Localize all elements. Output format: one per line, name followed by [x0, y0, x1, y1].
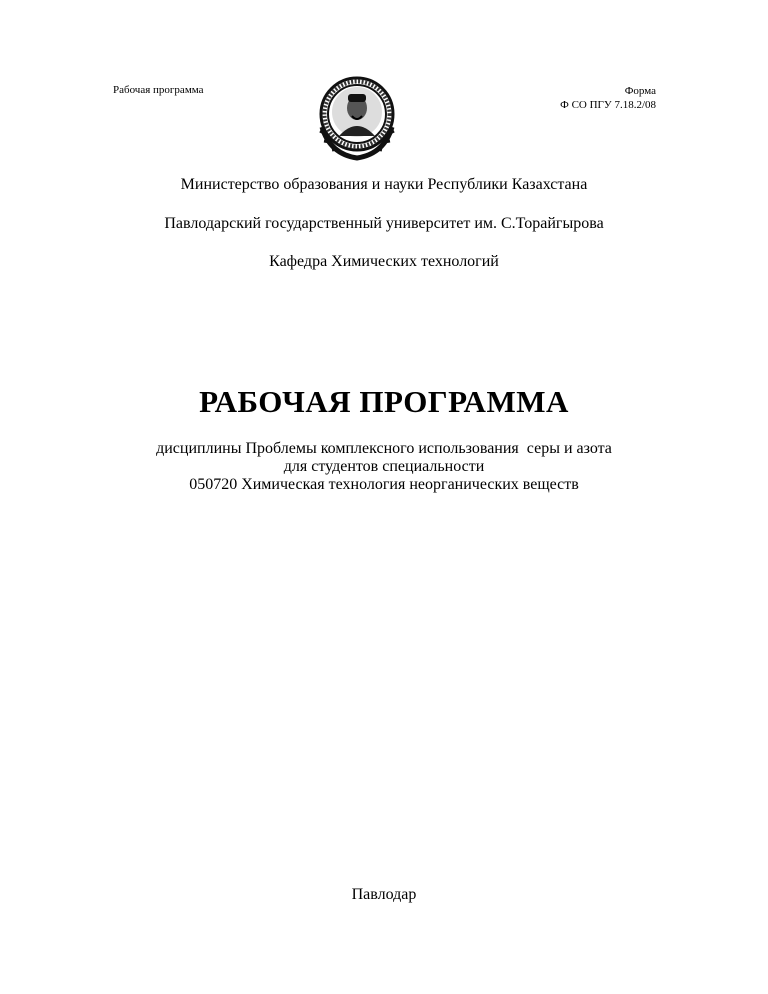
header-left-label: Рабочая программа [113, 84, 204, 96]
subtitle-line-students: для студентов специальности [283, 458, 485, 475]
form-label: Форма [624, 85, 656, 97]
document-title: РАБОЧАЯ ПРОГРАММА [199, 384, 569, 419]
ministry-line: Министерство образования и науки Республики Казахстана [180, 176, 588, 193]
form-block [560, 84, 656, 112]
city-footer: Павлодар [351, 886, 417, 903]
subtitle-line-discipline: дисциплины Проблемы комплексного использования серы и азота [156, 440, 612, 457]
university-line: Павлодарский государственный университет им. С.Торайгырова [164, 215, 604, 232]
university-seal-icon [312, 72, 402, 162]
form-code: Ф СО ПГУ 7.18.2/08 [560, 99, 656, 111]
subtitle-line-specialty: 050720 Химическая технология неорганических веществ [189, 476, 579, 493]
department-line: Кафедра Химических технологий [269, 253, 499, 270]
subtitle-block [0, 440, 768, 494]
